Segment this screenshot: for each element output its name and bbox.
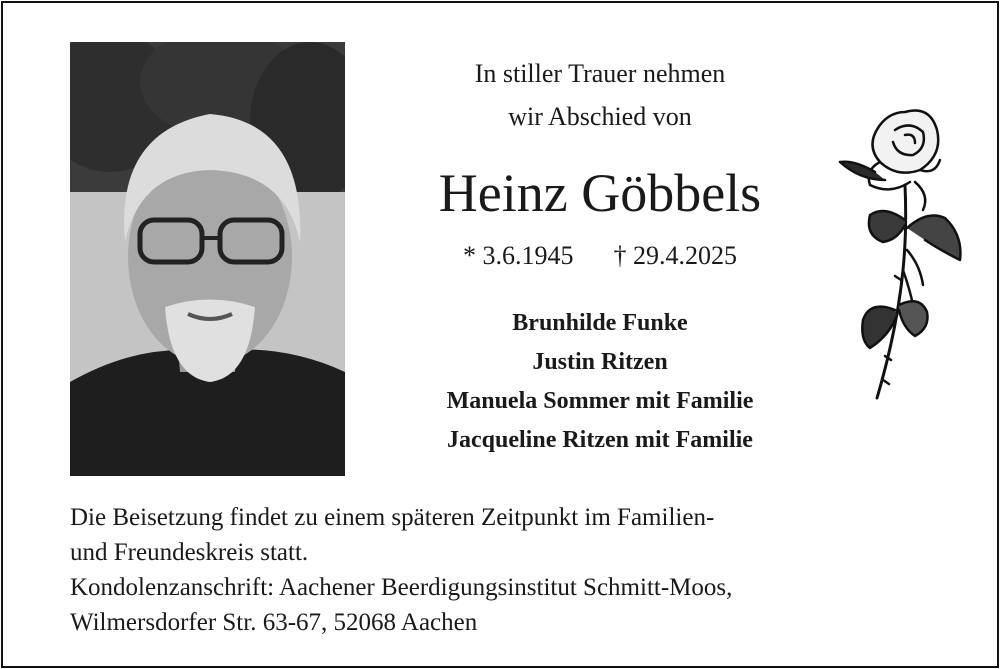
life-dates (370, 236, 830, 276)
mourner-name: Justin Ritzen (532, 349, 668, 375)
mourner-name: Jacqueline Ritzen mit Familie (447, 427, 753, 453)
notice-line-2: und Freundeskreis statt. (70, 539, 309, 566)
portrait-photo (70, 42, 345, 476)
intro-line-2: wir Abschied von (508, 102, 692, 131)
mourner-name: Brunhilde Funke (512, 310, 688, 336)
notice-line-3: Kondolenzanschrift: Aachener Beerdigungsinstitut Schmitt-Moos, (70, 574, 733, 601)
birth-date: * 3.6.1945 (463, 241, 574, 270)
intro-line-1: In stiller Trauer nehmen (474, 59, 726, 88)
funeral-notice (70, 500, 970, 640)
mourners-list (370, 304, 830, 460)
rose-icon (835, 100, 970, 414)
intro-text (370, 52, 830, 138)
notice-line-4: Wilmersdorfer Str. 63-67, 52068 Aachen (70, 609, 478, 636)
death-date: † 29.4.2025 (613, 241, 737, 270)
deceased-name: Heinz Göbbels (438, 163, 762, 223)
notice-line-1: Die Beisetzung findet zu einem späteren Zeitpunkt im Familien- (70, 504, 715, 531)
mourner-name: Manuela Sommer mit Familie (446, 388, 754, 414)
